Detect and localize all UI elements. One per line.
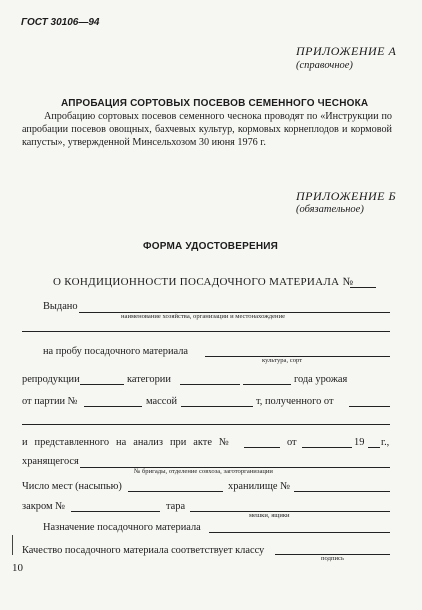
mass-label: массой	[146, 396, 178, 407]
year-prefix: 19	[354, 437, 365, 448]
category-field[interactable]	[180, 384, 240, 385]
container-label: тара	[166, 501, 186, 512]
mass-unit-label: т, полученного от	[256, 396, 334, 407]
reproduction-field[interactable]	[80, 384, 124, 385]
form-title: ФОРМА УДОСТОВЕРЕНИЯ	[143, 241, 279, 252]
appendix-a-subtitle: (справочное)	[296, 60, 353, 71]
act-year-field[interactable]	[368, 447, 380, 448]
places-label: Число мест (насыпью)	[22, 481, 122, 492]
sample-label: на пробу посадочного материала	[43, 346, 189, 357]
act-date-field[interactable]	[302, 447, 352, 448]
appendix-a-title: ПРИЛОЖЕНИЕ А	[296, 44, 397, 58]
received-from-field[interactable]	[349, 406, 390, 407]
margin-mark	[12, 535, 13, 555]
crop-hint: культура, сорт	[262, 357, 303, 364]
year-suffix: г.,	[381, 437, 390, 448]
standard-code: ГОСТ 30106—94	[21, 17, 100, 28]
appendix-b-subtitle: (обязательное)	[296, 204, 364, 215]
bin-field[interactable]	[71, 511, 160, 512]
signature-hint: подпись	[321, 555, 344, 562]
certificate-number-line[interactable]	[350, 287, 376, 288]
container-hint: мешки, ящики	[249, 512, 290, 519]
harvest-year-label: года урожая	[294, 374, 348, 385]
mass-field[interactable]	[181, 406, 253, 407]
section-a-text: Апробацию сортовых посевов семенного чеснока проводят по «Инструкции по апробации посевов овощных, бахчевых культур, кормовых корнеплодов и кормовой капусты», утвержденной Минсельхозом 30 июня 1976 г.	[22, 111, 392, 148]
places-field[interactable]	[128, 491, 223, 492]
bin-label: закром №	[22, 501, 66, 512]
reproduction-label: репродукции	[22, 374, 80, 385]
act-number-field[interactable]	[244, 447, 280, 448]
storage-hint: № бригады, отделение совхоза, заготорганизации	[134, 468, 273, 475]
quality-label: Качество посадочного материала соответствует классу	[22, 545, 265, 556]
storage-number-label: хранилище №	[228, 481, 290, 492]
purpose-field[interactable]	[209, 532, 390, 533]
form-subtitle: О КОНДИЦИОННОСТИ ПОСАДОЧНОГО МАТЕРИАЛА №	[53, 276, 354, 288]
batch-field[interactable]	[84, 406, 142, 407]
category-label: категории	[127, 374, 171, 385]
appendix-b-title: ПРИЛОЖЕНИЕ Б	[296, 189, 397, 203]
section-a-title: АПРОБАЦИЯ СОРТОВЫХ ПОСЕВОВ СЕМЕННОГО ЧЕСНОКА	[61, 98, 369, 109]
issued-label: Выдано	[43, 301, 78, 312]
purpose-label: Назначение посадочного материала	[43, 522, 201, 533]
harvest-year-field[interactable]	[243, 384, 291, 385]
issued-field-continued[interactable]	[22, 331, 390, 332]
batch-label: от партии №	[22, 396, 78, 407]
page-number: 10	[12, 562, 23, 574]
from-label: от	[287, 437, 297, 448]
stored-label: хранящегося	[22, 456, 79, 467]
container-field[interactable]	[190, 511, 390, 512]
received-from-field-continued[interactable]	[22, 424, 390, 425]
storage-number-field[interactable]	[294, 491, 390, 492]
issued-hint: наименование хозяйства, организации и местонахождение	[121, 313, 286, 320]
submitted-label: и представленного на анализ при акте №	[22, 437, 229, 448]
